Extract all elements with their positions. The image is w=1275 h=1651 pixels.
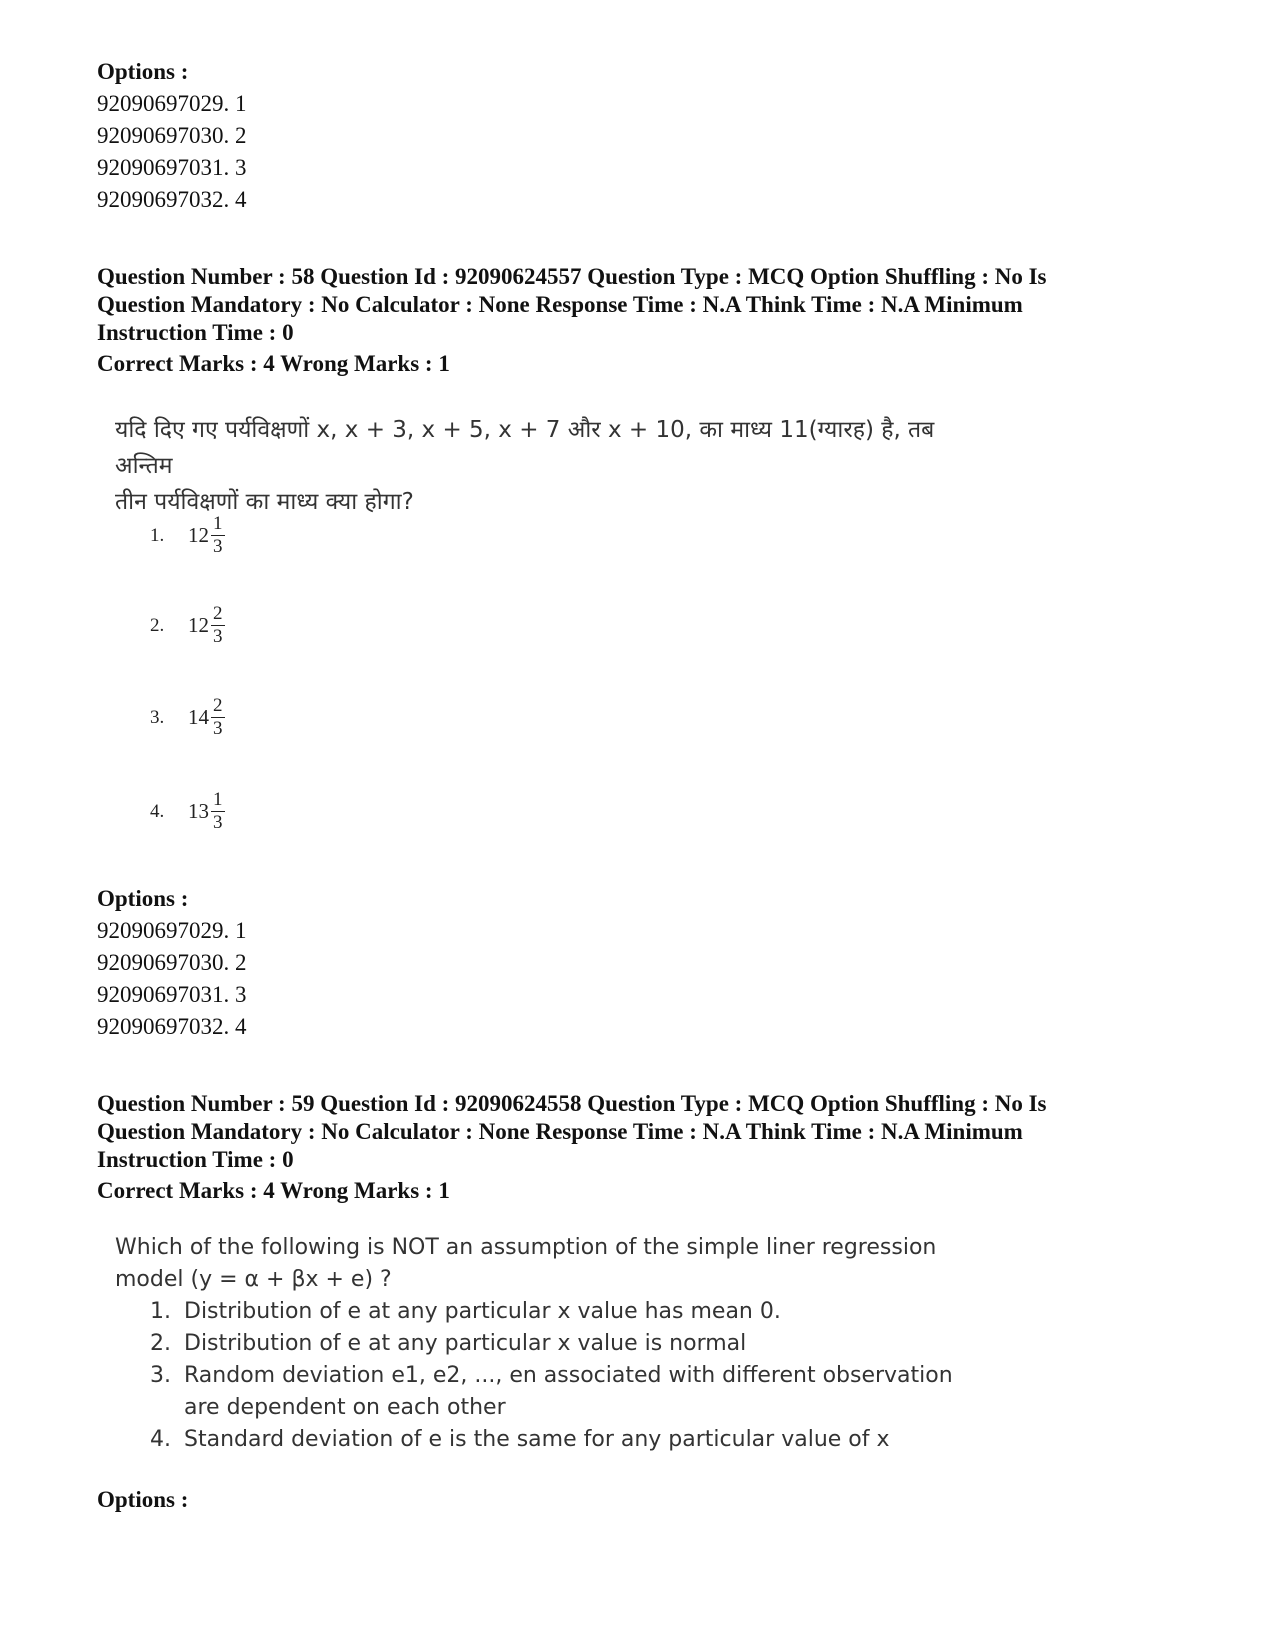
choice-number: 3.: [150, 706, 165, 728]
numerator: 1: [213, 789, 223, 810]
question-58-text: [115, 412, 995, 520]
question-text-line: model (y = α + βx + e) ?: [115, 1267, 392, 1292]
option-line: 92090697032. 4: [97, 1014, 247, 1039]
options-heading: Options :: [97, 886, 189, 911]
whole-part: 12: [188, 523, 209, 547]
choice-number: 3.: [150, 1363, 171, 1388]
meta-line: Question Mandatory : No Calculator : None Response Time : N.A Think Time : N.A Minimum: [97, 1119, 1023, 1144]
meta-line: Instruction Time : 0: [97, 1147, 294, 1172]
choice-4: [150, 789, 225, 834]
question-59-meta: [97, 1090, 1187, 1174]
choice-3: [150, 695, 225, 740]
denominator: 3: [213, 812, 223, 833]
choice-3: [150, 1360, 970, 1424]
denominator: 3: [213, 718, 223, 739]
choice-number: 1.: [150, 1299, 171, 1324]
choice-number: 4.: [150, 800, 165, 822]
question-text-line: Which of the following is NOT an assumption of the simple liner regression: [115, 1235, 937, 1260]
meta-line: Question Mandatory : No Calculator : None Response Time : N.A Think Time : N.A Minimum: [97, 292, 1023, 317]
choice-text: Distribution of e at any particular x value has mean 0.: [184, 1299, 781, 1324]
denominator: 3: [213, 536, 223, 557]
denominator: 3: [213, 626, 223, 647]
question-59-choices: [150, 1296, 970, 1456]
numerator: 2: [213, 695, 223, 716]
choice-4: [150, 1424, 970, 1456]
meta-line: Instruction Time : 0: [97, 320, 294, 345]
choice-text: [184, 1360, 970, 1424]
question-58-meta: [97, 263, 1187, 347]
meta-line: Question Number : 59 Question Id : 92090624558 Question Type : MCQ Option Shuffling : No Is: [97, 1091, 1047, 1116]
option-line: 92090697029. 1: [97, 91, 247, 116]
options-block-q57: [97, 56, 697, 216]
numerator: 1: [213, 513, 223, 534]
whole-part: 12: [188, 613, 209, 637]
choice-text: Distribution of e at any particular x value is normal: [184, 1331, 747, 1356]
fraction: [211, 513, 225, 558]
choice-number: 1.: [150, 524, 165, 546]
choice-number: 2.: [150, 1331, 171, 1356]
choice-1: [150, 1296, 970, 1328]
option-line: 92090697030. 2: [97, 950, 247, 975]
choice-number: 2.: [150, 614, 165, 636]
option-line: 92090697032. 4: [97, 187, 247, 212]
fraction: [211, 695, 225, 740]
option-line: 92090697031. 3: [97, 982, 247, 1007]
options-block-q58: [97, 883, 697, 1043]
choice-2: [150, 603, 225, 648]
question-text-line: यदि दिए गए पर्यविक्षणों x, x + 3, x + 5, x + 7 और x + 10, का माध्य 11(ग्यारह) है, तब अन्तिम: [115, 417, 935, 479]
fraction: [211, 789, 225, 834]
options-heading-q59: Options :: [97, 1487, 189, 1512]
fraction: [211, 603, 225, 648]
numerator: 2: [213, 603, 223, 624]
question-59-text: [115, 1232, 975, 1296]
question-58-marks: Correct Marks : 4 Wrong Marks : 1: [97, 351, 450, 376]
choice-text: Standard deviation of e is the same for any particular value of x: [184, 1427, 890, 1452]
meta-line: Question Number : 58 Question Id : 92090624557 Question Type : MCQ Option Shuffling : No Is: [97, 264, 1047, 289]
choice-text-line: Random deviation e1, e2, ..., en associated with different observation: [184, 1363, 953, 1388]
option-line: 92090697031. 3: [97, 155, 247, 180]
option-line: 92090697030. 2: [97, 123, 247, 148]
choice-1: [150, 513, 225, 558]
option-line: 92090697029. 1: [97, 918, 247, 943]
options-heading: Options :: [97, 59, 189, 84]
choice-2: [150, 1328, 970, 1360]
whole-part: 14: [188, 705, 209, 729]
question-59-marks: Correct Marks : 4 Wrong Marks : 1: [97, 1178, 450, 1203]
choice-text-line: are dependent on each other: [184, 1395, 506, 1420]
whole-part: 13: [188, 799, 209, 823]
choice-number: 4.: [150, 1427, 171, 1452]
question-text-line: तीन पर्यविक्षणों का माध्य क्या होगा?: [115, 489, 414, 515]
